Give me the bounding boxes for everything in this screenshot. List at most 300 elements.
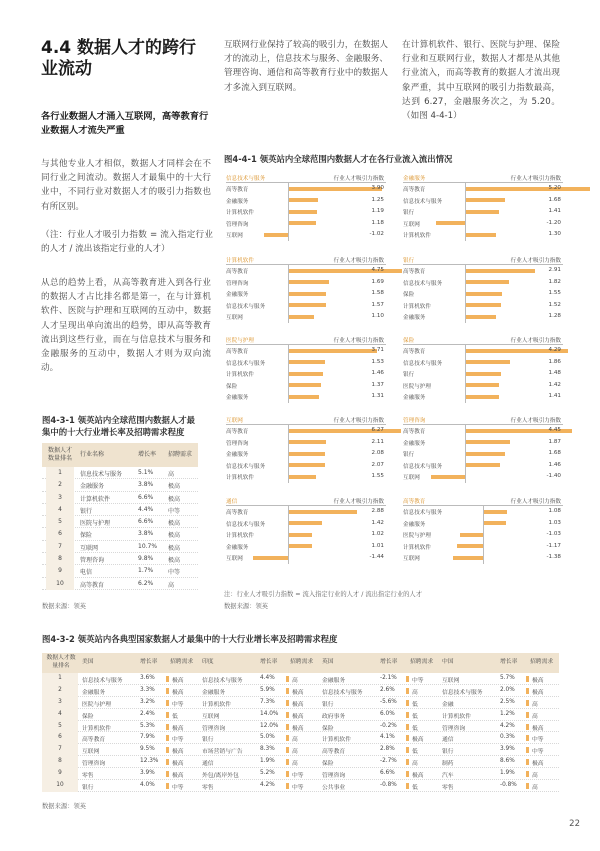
chart441-axis <box>465 265 466 323</box>
chart441-row <box>226 380 386 392</box>
chart441-panel-name: 管理咨询 <box>403 418 426 424</box>
chart441-panel-name: 保险 <box>403 338 415 344</box>
table1-demand: 高 <box>168 581 175 589</box>
table1-growth: 1.7% <box>138 567 154 575</box>
chart441-row <box>403 368 563 380</box>
chart441-row <box>226 541 386 553</box>
chart441-panel-index-label: 行业人才吸引力指数 <box>333 338 384 344</box>
chart441-bar <box>288 475 316 479</box>
table2-title: 图4-3-2 领英站内各典型国家数据人才最集中的十大行业增长率及招聘需求程度 <box>42 634 338 644</box>
chart441-bar <box>465 303 501 307</box>
table1-industry: 保险 <box>80 532 93 540</box>
chart441-row <box>226 345 386 357</box>
chart441-bar <box>465 452 505 456</box>
table2-industry: 政府事务 <box>322 713 346 720</box>
table2-demand-marker <box>286 688 289 694</box>
chart441-value: 1.41 <box>548 208 561 214</box>
table2-industry: 金融服务 <box>202 689 226 696</box>
chart441-row <box>226 391 386 403</box>
table2-demand-marker <box>406 688 409 694</box>
table1-growth: 9.8% <box>138 555 154 563</box>
table1-header-demand: 招聘需求 <box>168 451 193 458</box>
table1-industry: 金融服务 <box>80 483 105 491</box>
chart441-row <box>403 357 563 369</box>
chart441-bar <box>288 269 402 273</box>
table2-demand: 极高 <box>412 737 424 744</box>
chart441-panel <box>403 255 563 323</box>
chart441-value: 1.87 <box>548 438 561 445</box>
chart441-category: 高等教育 <box>403 349 426 355</box>
table2-rank: 4 <box>42 709 78 721</box>
table2-demand: 高 <box>532 713 538 720</box>
table2-industry: 公共事业 <box>322 785 346 792</box>
chart441-bar <box>288 315 314 319</box>
chart441-bar <box>288 349 377 353</box>
table2-header-demand: 招聘需求 <box>290 659 314 665</box>
chart441-bar <box>431 475 465 479</box>
chart441-row <box>226 311 386 323</box>
chart441-bar <box>288 372 323 376</box>
chart441-panel <box>226 415 386 483</box>
chart441-row <box>226 300 386 312</box>
table2-demand-marker <box>286 724 289 730</box>
section-heading: 4.4 数据人才的跨行业流动 <box>41 38 197 79</box>
table1-industry: 高等教育 <box>80 581 105 589</box>
table2-demand: 极高 <box>172 725 184 732</box>
table1-industry: 计算机软件 <box>80 495 111 503</box>
chart441-bar <box>483 521 506 525</box>
chart441-panel <box>226 496 386 564</box>
table2-growth: 7.9% <box>140 734 155 741</box>
table1-row <box>42 492 198 504</box>
chart441-row <box>403 288 563 300</box>
table2-demand: 低 <box>412 785 418 792</box>
chart441-bar <box>288 533 312 537</box>
page-number: 22 <box>569 819 580 829</box>
table2-demand: 高 <box>532 701 538 708</box>
chart441-axis <box>465 425 466 483</box>
table1-growth: 5.1% <box>138 469 154 476</box>
table2-demand-marker <box>526 735 529 741</box>
table2-growth: 5.3% <box>140 722 155 729</box>
chart441-value: 3.90 <box>371 185 384 191</box>
chart441-category: 计算机软件 <box>403 233 431 239</box>
table2-demand: 极高 <box>172 761 184 768</box>
table2-industry: 高等教育 <box>82 737 106 744</box>
table2-growth: 0.3% <box>500 734 515 741</box>
chart441-value: 1.58 <box>371 290 384 296</box>
chart441-category: 互联网 <box>403 556 420 562</box>
table1-row <box>42 553 198 565</box>
chart441-value: 4.75 <box>371 267 384 273</box>
chart441-value: 1.68 <box>548 450 561 456</box>
chart441-value: 1.46 <box>371 370 384 376</box>
table2-demand: 极高 <box>532 725 544 732</box>
table2-industry: 保险 <box>322 761 334 768</box>
chart441-value: 1.01 <box>371 542 384 549</box>
chart441-bar <box>288 510 357 514</box>
chart441-row <box>226 265 386 277</box>
table2-demand-marker <box>166 783 169 789</box>
chart441-value: 1.10 <box>371 313 384 319</box>
table1-row <box>42 504 198 516</box>
table2-row <box>42 732 559 744</box>
table2-industry: 保险 <box>82 713 94 720</box>
chart441-row <box>403 460 563 472</box>
chart441-row <box>226 437 386 449</box>
table2-growth: -5.6% <box>380 698 397 705</box>
chart441-panel-name: 医院与护理 <box>226 338 254 344</box>
chart441-bar <box>288 303 326 307</box>
chart441-row <box>403 391 563 403</box>
table2-industry: 互联网 <box>442 678 460 684</box>
chart441-panel-header <box>226 173 386 183</box>
table2-demand-marker <box>406 747 409 753</box>
chart441-note: 注：行业人才吸引力指数 = 流入指定行业的人才 / 流出指定行业的人才 <box>224 591 423 598</box>
table2-growth: -2.1% <box>380 675 397 681</box>
table2-demand: 中等 <box>532 737 544 744</box>
table1-rank: 4 <box>46 504 74 516</box>
table1-industry: 管理咨询 <box>80 557 105 565</box>
table2-header-demand: 招聘需求 <box>410 659 434 665</box>
table2-demand-marker <box>166 759 169 765</box>
chart441-category: 计算机软件 <box>403 303 431 310</box>
table2-industry: 信息技术与服务 <box>322 689 363 696</box>
chart441-category: 银行 <box>403 372 415 378</box>
table1-row <box>42 528 198 540</box>
table2-demand-marker <box>166 771 169 777</box>
table2-demand: 极高 <box>172 689 184 696</box>
table2-demand-marker <box>406 735 409 741</box>
table2-growth: -2.7% <box>380 758 397 765</box>
table2-demand-marker <box>286 747 289 753</box>
chart441-bar <box>465 198 505 202</box>
chart441-panel-index-label: 行业人才吸引力指数 <box>333 499 384 505</box>
chart441-panel <box>403 496 563 564</box>
table2-growth: 4.1% <box>380 734 395 741</box>
table2-demand-marker <box>526 759 529 765</box>
table2-demand: 中等 <box>172 785 184 792</box>
table1-title: 图4-3-1 领英站内全球范围内数据人才最集中的十大行业增长率及招聘需求程度 <box>42 415 195 437</box>
chart441-category: 信息技术与服务 <box>403 463 443 470</box>
chart441-category: 互联网 <box>403 475 420 481</box>
chart441-row <box>226 357 386 369</box>
chart441-category: 计算机软件 <box>226 533 254 539</box>
table2-demand-marker <box>526 747 529 753</box>
table2-industry: 银行 <box>82 785 94 792</box>
table2-growth: 5.7% <box>500 675 515 681</box>
table2-growth: 12.3% <box>140 758 159 765</box>
chart441-panel-name: 互联网 <box>226 418 243 424</box>
chart441-category: 银行 <box>403 210 415 216</box>
table2-industry: 零售 <box>82 773 94 780</box>
chart441-bar <box>264 233 288 237</box>
table2-growth: 4.4% <box>260 675 275 681</box>
chart441-category: 互联网 <box>226 556 243 562</box>
table2-demand-marker <box>286 783 289 789</box>
table2-demand: 中等 <box>412 678 424 684</box>
chart441-bar <box>460 533 483 537</box>
table2-demand-marker <box>286 759 289 765</box>
chart441-row <box>403 265 563 277</box>
chart441-panel-header <box>403 255 563 265</box>
table2-demand: 中等 <box>172 701 184 708</box>
chart441-row <box>403 345 563 357</box>
table1-demand: 极高 <box>168 544 181 552</box>
table1-growth: 6.6% <box>138 518 154 526</box>
chart441-value: 3.71 <box>371 347 384 353</box>
chart441-bar <box>253 556 288 560</box>
chart441-value: 1.41 <box>548 393 561 399</box>
chart441-row <box>226 368 386 380</box>
left-paragraph-2: （注：行业人才吸引力指数 = 流入指定行业的人才 / 流出该指定行业的人才） <box>41 230 213 255</box>
chart441-category: 金融服务 <box>403 315 426 321</box>
chart441-category: 互联网 <box>226 315 243 321</box>
table2-demand-marker <box>166 735 169 741</box>
table2-growth: 4.2% <box>260 782 275 789</box>
chart441-value: 2.91 <box>548 267 561 273</box>
chart441-category: 管理咨询 <box>226 280 249 287</box>
chart441-value: -1.17 <box>546 542 561 549</box>
chart441-panel-index-label: 行业人才吸引力指数 <box>333 258 384 264</box>
table2-demand: 高 <box>412 689 418 696</box>
chart441-value: 1.42 <box>548 381 561 388</box>
table2-row <box>42 768 559 780</box>
chart441-title: 图4-4-1 领英站内全球范围内数据人才在各行业流入流出情况 <box>224 154 453 164</box>
table2-row <box>42 673 559 685</box>
chart441-value: 1.57 <box>371 301 384 308</box>
table1-rank: 8 <box>46 553 74 565</box>
table1-rank: 9 <box>46 565 74 577</box>
table2-header-demand: 招聘需求 <box>170 659 194 665</box>
table1-demand: 极高 <box>168 532 181 540</box>
chart441-axis <box>288 506 289 564</box>
chart441-bar <box>465 210 499 214</box>
chart441-bar <box>465 315 496 319</box>
table2-growth: 2.6% <box>380 686 395 693</box>
chart441-category: 金融服务 <box>226 198 249 205</box>
chart441-row <box>403 277 563 289</box>
table2-rank: 8 <box>42 756 78 768</box>
table2-demand-marker <box>406 759 409 765</box>
table2-industry: 信息技术与服务 <box>202 678 243 684</box>
chart441-row <box>226 195 386 207</box>
chart441-category: 计算机软件 <box>226 372 254 378</box>
table2-industry: 医院与护理 <box>82 701 111 708</box>
chart441-row <box>403 471 563 483</box>
chart441-panel-index-label: 行业人才吸引力指数 <box>510 499 561 505</box>
table2-demand: 极高 <box>532 678 544 684</box>
chart441-bar <box>288 187 382 191</box>
table1-rank: 6 <box>46 528 74 540</box>
chart441-axis <box>288 345 289 403</box>
chart441-category: 计算机软件 <box>403 544 431 551</box>
table2-demand-marker <box>166 676 169 682</box>
table1-growth: 6.6% <box>138 493 154 501</box>
chart441-value: 1.03 <box>548 519 561 526</box>
chart441-row <box>226 448 386 460</box>
table2-growth: 2.4% <box>140 710 155 717</box>
chart441-category: 互联网 <box>403 221 420 228</box>
chart441-panel-index-label: 行业人才吸引力指数 <box>333 418 384 424</box>
chart441-panel-name: 银行 <box>403 258 415 264</box>
chart441-value: 6.27 <box>371 427 384 433</box>
chart441-axis <box>288 183 289 241</box>
table2-industry: 银行 <box>442 749 454 756</box>
chart441-panel-header <box>403 415 563 425</box>
chart441-row <box>403 437 563 449</box>
table2 <box>42 653 559 792</box>
chart441-row <box>403 183 563 195</box>
chart441-category: 银行 <box>403 452 415 458</box>
table2-demand: 极高 <box>532 689 544 696</box>
table2-demand: 中等 <box>532 749 544 756</box>
chart441-category: 信息技术与服务 <box>403 360 443 367</box>
table2-growth: 1.2% <box>500 710 515 717</box>
table2-demand: 高 <box>292 737 298 744</box>
table2-growth: 3.6% <box>140 675 155 681</box>
table2-row <box>42 709 559 721</box>
table2-demand: 低 <box>172 713 178 720</box>
table2-growth: 9.5% <box>140 746 155 753</box>
table2-demand: 极高 <box>292 689 304 696</box>
table2-growth: 1.9% <box>500 770 515 777</box>
table1-demand: 极高 <box>168 557 181 565</box>
table2-demand: 高 <box>292 761 298 768</box>
table2-industry: 管理咨询 <box>322 773 346 780</box>
table1-industry: 银行 <box>80 507 93 515</box>
chart441-panel-index-label: 行业人才吸引力指数 <box>510 418 561 424</box>
table2-demand-marker <box>406 724 409 730</box>
table2-growth: 3.2% <box>140 698 155 705</box>
table1-demand: 高 <box>168 471 175 478</box>
chart441-category: 高等教育 <box>226 510 249 516</box>
table2-industry: 管理咨询 <box>82 761 106 768</box>
table1-rank: 2 <box>46 479 74 491</box>
chart441-bar <box>483 510 507 514</box>
table2-demand-marker <box>526 771 529 777</box>
table2-growth: 14.0% <box>260 710 279 717</box>
chart441-value: 2.88 <box>371 508 384 514</box>
chart441-value: 1.25 <box>371 196 384 203</box>
chart441-category: 高等教育 <box>403 429 426 435</box>
table2-industry: 高等教育 <box>322 749 346 756</box>
chart441-value: 2.11 <box>371 438 384 445</box>
table2-growth: 6.6% <box>380 770 395 777</box>
table2-growth: 4.0% <box>140 782 155 789</box>
chart441-category: 金融服务 <box>226 544 249 551</box>
table1-header-rank: 数据人才数量排名 <box>47 447 72 462</box>
table2-industry: 信息技术与服务 <box>82 678 123 684</box>
chart441-value: 5.20 <box>548 185 561 191</box>
table2-demand: 高 <box>532 785 538 792</box>
chart441-category: 计算机软件 <box>226 210 254 216</box>
chart441-value: 1.30 <box>548 231 561 237</box>
table2-rank: 6 <box>42 732 78 744</box>
chart441-axis <box>465 345 466 403</box>
table2-row <box>42 721 559 733</box>
table1-industry: 信息技术与服务 <box>80 471 123 478</box>
chart441-value: 1.68 <box>548 196 561 203</box>
chart441-bar <box>465 372 501 376</box>
table2-industry: 通信 <box>442 737 454 744</box>
chart441-panel-header <box>226 415 386 425</box>
table2-demand-marker <box>526 712 529 718</box>
chart441-bar <box>453 556 483 560</box>
chart441-row <box>403 229 563 241</box>
table2-header-rank: 数据人才数量排名 <box>46 655 76 669</box>
chart441-value: -1.38 <box>546 554 561 560</box>
table2-demand-marker <box>286 700 289 706</box>
table1-growth: 10.7% <box>138 542 158 550</box>
table1-demand: 极高 <box>168 520 181 528</box>
chart441-category: 高等教育 <box>403 269 426 275</box>
table2-industry: 计算机软件 <box>82 725 111 732</box>
table2-demand-marker <box>406 712 409 718</box>
chart441-category: 高等教育 <box>226 269 249 275</box>
chart441-panel-header <box>226 496 386 506</box>
table2-demand: 低 <box>412 725 418 732</box>
table1-row <box>42 479 198 491</box>
table2-row <box>42 756 559 768</box>
chart441-bar <box>465 187 590 191</box>
chart441-row <box>403 206 563 218</box>
table2-demand: 中等 <box>292 773 304 780</box>
chart441-bar <box>288 463 325 467</box>
table2-industry: 金融 <box>442 701 454 708</box>
chart441-bar <box>465 269 535 273</box>
table2-growth: 5.0% <box>260 734 275 741</box>
chart441-category: 金融服务 <box>226 452 249 458</box>
chart441-panel-name: 通信 <box>226 499 238 505</box>
chart441-row <box>226 218 386 230</box>
table1-demand: 中等 <box>168 507 181 515</box>
chart441-panel <box>226 173 386 241</box>
chart441-category: 高等教育 <box>226 187 249 193</box>
chart441-category: 医院与护理 <box>403 533 431 539</box>
chart441-panel <box>403 335 563 403</box>
table2-rank: 7 <box>42 744 78 756</box>
chart441-category: 信息技术与服务 <box>226 521 266 528</box>
table2-industry: 市场营销与广告 <box>202 749 243 756</box>
table2-country-name: 印度 <box>202 659 214 665</box>
chart441-category: 管理咨询 <box>226 440 249 447</box>
chart441-value: 2.08 <box>371 450 384 456</box>
chart441-value: 1.52 <box>548 301 561 308</box>
table2-rank: 2 <box>42 685 78 697</box>
table2-growth: 1.9% <box>260 758 275 765</box>
table2-demand-marker <box>166 688 169 694</box>
table2-industry: 外包/离岸外包 <box>202 773 239 780</box>
chart441-panel-header <box>403 496 563 506</box>
chart441-value: 1.19 <box>371 208 384 214</box>
chart441-panel-name: 计算机软件 <box>226 258 254 264</box>
table2-row <box>42 780 559 792</box>
table2-demand: 高 <box>292 749 298 756</box>
table2-demand-marker <box>286 676 289 682</box>
chart441-value: 1.31 <box>371 393 384 399</box>
chart441-row <box>226 471 386 483</box>
chart441-row <box>226 183 386 195</box>
table2-growth: 3.9% <box>500 746 515 753</box>
table2-demand-marker <box>166 712 169 718</box>
table2-row <box>42 697 559 709</box>
table2-demand-marker <box>286 735 289 741</box>
chart441-category: 信息技术与服务 <box>403 198 443 205</box>
table2-industry: 管理咨询 <box>442 725 466 732</box>
chart441-value: 4.45 <box>548 427 561 433</box>
table2-demand: 极高 <box>532 761 544 768</box>
